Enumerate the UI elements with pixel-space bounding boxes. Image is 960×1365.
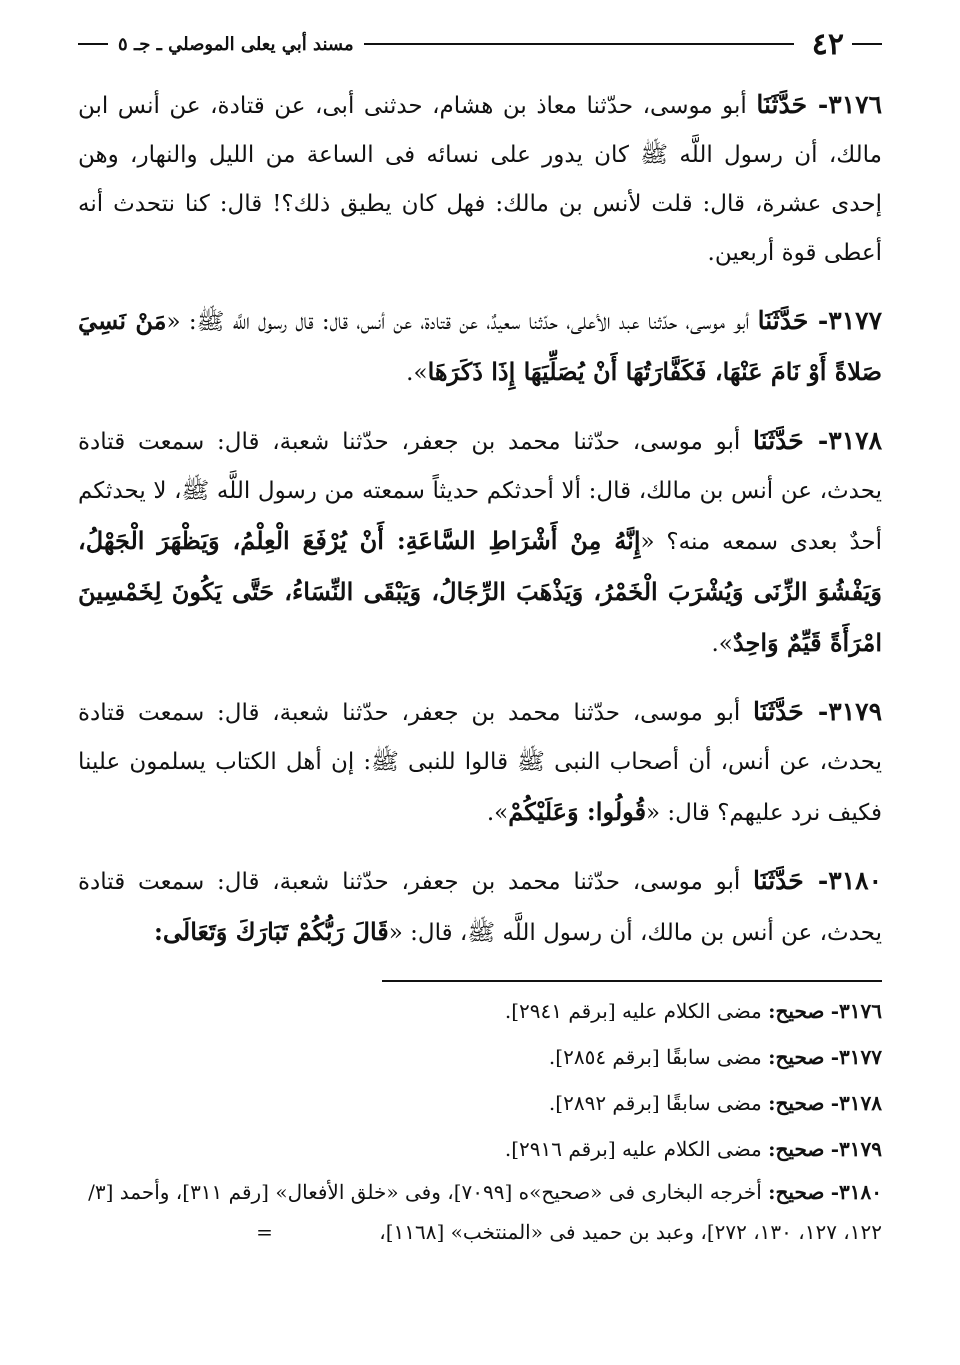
continuation-mark: = bbox=[256, 1220, 273, 1244]
hadith-text: أبو موسى، حدّثنا محمد بن جعفر، حدّثنا شعبة، قال: سمعت قتادة يحدث، عن أنس بن مالك، أن رسول اللَّه ﷺ، قال: « bbox=[78, 869, 882, 946]
hadith-3180: ٣١٨٠- حَدَّثَنَا أبو موسى، حدّثنا محمد بن جعفر، حدّثنا شعبة، قال: سمعت قتادة يحدث، عن أنس بن مالك، أن رسول اللَّه ﷺ، قال: «قَالَ رَبُّكُمْ تَبَارَكَ وَتَعَالَى: bbox=[78, 866, 882, 946]
hadith-lead: حَدَّثَنَا bbox=[753, 697, 804, 726]
footnote-text: مضى الكلام عليه [برقم ٢٩١٦]. bbox=[504, 1137, 762, 1161]
footnote-number: ٣١٧٧- bbox=[830, 1045, 882, 1069]
footnote-text: مضى سابقًا [برقم ٢٨٥٤]. bbox=[548, 1045, 762, 1069]
hadith-number: ٣١٧٨ bbox=[828, 426, 882, 455]
footnote-text: أخرجه البخارى فى «صحيح»ه [٧٠٩٩]، وفى «خلق الأفعال» [رقم ٣١١]، وأحمد [٣/ ١٢٢، ١٢٧، ١٣٠، ٢٧٢]، وعبد بن حميد فى «المنتخب» [١١٦٨]، bbox=[88, 1180, 882, 1244]
hadith-number: ٣١٧٦ bbox=[828, 90, 883, 119]
header-rule bbox=[364, 43, 794, 45]
footnote-3180 bbox=[78, 1172, 882, 1252]
hadith-3177: ٣١٧٧- حَدَّثَنَا أبو موسى، حدّثنا عبد الأعلى، حدّثنا سعيدٌ، عن قتادة، عن أنس، قال: قال رسول اللَّه ﷺ: «مَنْ نَسِيَ صَلاةً أَوْ نَامَ عَنْهَا، فَكَفَّارَتُهَا أَنْ يُصَلِّيَهَا إِذَا ذَكَرَهَا». bbox=[78, 306, 883, 386]
hadith-number: ٣١٧٩ bbox=[828, 697, 882, 726]
hadith-matn: مَنْ نَسِيَ صَلاةً أَوْ نَامَ عَنْهَا، فَكَفَّارَتُهَا أَنْ يُصَلِّيَهَا إِذَا ذَكَرَهَا bbox=[78, 306, 882, 386]
footnote-number: ٣١٨٠- bbox=[830, 1180, 882, 1204]
hadith-lead: حَدَّثَنَا bbox=[757, 306, 809, 335]
hadith-number: ٣١٨٠ bbox=[828, 866, 882, 895]
footnotes bbox=[78, 988, 882, 1252]
hadith-lead: حَدَّثَنَا bbox=[753, 426, 804, 455]
hadith-3176: ٣١٧٦- حَدَّثَنَا أبو موسى، حدّثنا معاذ بن هشام، حدثنى أبى، عن قتادة، عن أنس ابن مالك، أن رسول اللَّه ﷺ كان يدور على نسائه فى الساعة من الليل والنهار، وهن إحدى عشرة، قال: قلت لأنس بن مالك: فهل كان يطيق ذلك؟! قال: كنا نتحدث أنه أعطى قوة أربعين. bbox=[78, 90, 883, 266]
footnote-3176 bbox=[78, 988, 882, 1034]
hadith-text: أبو موسى، حدّثنا محمد بن جعفر، حدّثنا شعبة، قال: سمعت قتادة يحدث، عن أنس بن مالك، قال: ألا أحدثكم حديثاً سمعته من رسول اللَّه ﷺ، لا يحدثكم أحدٌ بعدى سمعه منه؟ « bbox=[78, 429, 882, 555]
footnote-grade: صحيح: bbox=[768, 1137, 825, 1161]
hadith-matn: قُولُوا: وَعَلَيْكُمْ bbox=[508, 797, 647, 826]
footnote-number: ٣١٧٨- bbox=[830, 1091, 882, 1115]
hadith-tail: ». bbox=[486, 800, 509, 826]
hadith-matn: قَالَ رَبُّكُمْ تَبَارَكَ وَتَعَالَى: bbox=[154, 917, 389, 946]
hadith-tail: ». bbox=[711, 631, 733, 657]
footnote-number: ٣١٧٩- bbox=[830, 1137, 882, 1161]
footnote-3177 bbox=[78, 1034, 882, 1080]
hadith-lead: حَدَّثَنَا bbox=[753, 866, 804, 895]
page-number: ٤٢ bbox=[811, 26, 844, 62]
hadith-tail: ». bbox=[406, 360, 428, 386]
hadith-text: أبو موسى، حدّثنا عبد الأعلى، حدّثنا سعيدٌ، عن قتادة، عن أنس، قال: قال رسول اللَّه ﷺ: « bbox=[166, 309, 750, 335]
header-dash bbox=[78, 43, 108, 45]
footnote-grade: صحيح: bbox=[768, 1180, 825, 1204]
footnote-grade: صحيح: bbox=[768, 1091, 825, 1115]
hadith-matn: إِنَّهُ مِنْ أَشْرَاطِ السَّاعَةِ: أَنْ يُرْفَعَ الْعِلْمُ، وَيَظْهَرَ الْجَهْلُ، وَيَفْشُوَ الزِّنَى وَيُشْرَبَ الْخَمْرُ، وَيَذْهَبَ الرِّجَالُ، وَيَبْقَى النِّسَاءُ، حَتَّى يَكُونَ لِخَمْسِينَ امْرَأَةً قَيِّمٌ وَاحِدٌ bbox=[78, 526, 882, 657]
hadith-3179: ٣١٧٩- حَدَّثَنَا أبو موسى، حدّثنا محمد بن جعفر، حدّثنا شعبة، قال: سمعت قتادة يحدث، عن أنس، أن أصحاب النبى ﷺ قالوا للنبى ﷺ: إن أهل الكتاب يسلمون علينا فكيف نرد عليهم؟ قال: «قُولُوا: وَعَلَيْكُمْ». bbox=[78, 697, 882, 826]
footnote-grade: صحيح: bbox=[768, 1045, 825, 1069]
footnote-rule bbox=[382, 980, 882, 982]
hadith-3178: ٣١٧٨- حَدَّثَنَا أبو موسى، حدّثنا محمد بن جعفر، حدّثنا شعبة، قال: سمعت قتادة يحدث، عن أنس بن مالك، قال: ألا أحدثكم حديثاً سمعته من رسول اللَّه ﷺ، لا يحدثكم أحدٌ بعدى سمعه منه؟ «إِنَّهُ مِنْ أَشْرَاطِ السَّاعَةِ: أَنْ يُرْفَعَ الْعِلْمُ، وَيَظْهَرَ الْجَهْلُ، وَيَفْشُوَ الزِّنَى وَيُشْرَبَ الْخَمْرُ، وَيَذْهَبَ الرِّجَالُ، وَيَبْقَى النِّسَاءُ، حَتَّى يَكُونَ لِخَمْسِينَ امْرَأَةً قَيِّمٌ وَاحِدٌ». bbox=[78, 426, 882, 657]
hadith-text: أبو موسى، حدّثنا معاذ بن هشام، حدثنى أبى، عن قتادة، عن أنس ابن مالك، أن رسول اللَّه ﷺ كان يدور على نسائه فى الساعة من الليل والنهار، وهن إحدى عشرة، قال: قلت لأنس بن مالك: فهل كان يطيق ذلك؟! قال: كنا نتحدث أنه أعطى قوة أربعين. bbox=[78, 93, 882, 266]
footnote-3179 bbox=[78, 1126, 882, 1172]
hadith-lead: حَدَّثَنَا bbox=[756, 90, 808, 119]
footnote-number: ٣١٧٦- bbox=[830, 999, 882, 1023]
footnote-grade: صحيح: bbox=[768, 999, 825, 1023]
header-dash bbox=[852, 43, 882, 45]
hadith-text: أبو موسى، حدّثنا محمد بن جعفر، حدّثنا شعبة، قال: سمعت قتادة يحدث، عن أنس، أن أصحاب النبى ﷺ قالوا للنبى ﷺ: إن أهل الكتاب يسلمون علينا فكيف نرد عليهم؟ قال: « bbox=[78, 700, 882, 826]
footnote-text: مضى الكلام عليه [برقم ٢٩٤١]. bbox=[504, 999, 762, 1023]
footnote-text: مضى سابقًا [برقم ٢٨٩٢]. bbox=[548, 1091, 762, 1115]
footnote-3178 bbox=[78, 1080, 882, 1126]
page-header bbox=[78, 22, 882, 66]
hadith-number: ٣١٧٧ bbox=[828, 306, 883, 335]
running-title: مسند أبي يعلى الموصلي ـ جـ ٥ bbox=[118, 33, 354, 55]
